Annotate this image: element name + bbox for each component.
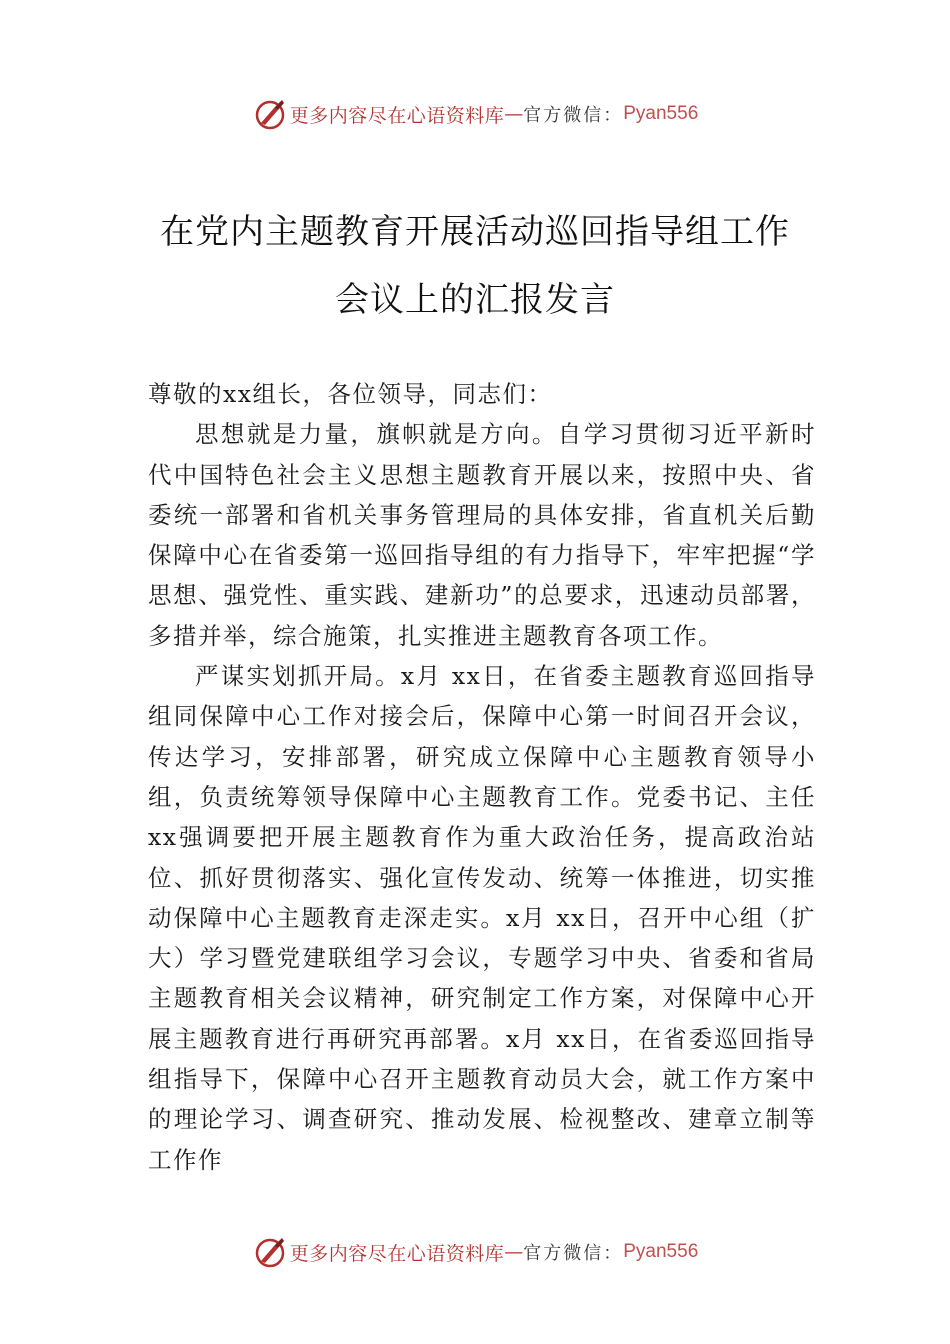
banner-wechat-id: Pyan556 xyxy=(623,1241,699,1262)
paragraph-2: 严谋实划抓开局。x月 xx日，在省委主题教育巡回指导组同保障中心工作对接会后，保障中心第一时间召开会议，传达学习，安排部署，研究成立保障中心主题教育领导小组，负责统筹领导保障中心主题教育工作。党委书记、主任 xx强调要把开展主题教育作为重大政治任务，提高政治站位、抓好贯彻落实、强化宣传发动、统筹一体推进，切实推动保障中心主题教育走深走实。x月 xx日，召开中心组（扩大）学习暨党建联组学习会议，专题学习中央、省委和省局主题教育相关会议精神，研究制定工作方案，对保障中心开展主题教育进行再研究再部署。x月 xx日，在省委巡回指导组指导下，保障中心召开主题教育动员大会，就工作方案中的理论学习、调查研究、推动发展、检视整改、建章立制等工作作 xyxy=(148,662,816,1174)
pen-logo-icon xyxy=(252,1234,288,1270)
banner-separator: — xyxy=(504,1241,524,1263)
banner-separator: — xyxy=(504,103,524,125)
banner-label: 官方微信： xyxy=(523,1243,624,1264)
paragraph-1: 思想就是力量，旗帜就是方向。自学习贯彻习近平新时代中国特色社会主义思想主题教育开展以来，按照中央、省委统一部署和省机关事务管理局的具体安排，省直机关后勤保障中心在省委第一巡回指导组的有力指导下，牢牢把握“学思想、强党性、重实践、建新功”的总要求，迅速动员部署，多措并举，综合施策，扎实推进主题教育各项工作。 xyxy=(148,420,816,650)
banner-wechat-id: Pyan556 xyxy=(623,103,699,124)
footer-banner xyxy=(0,1232,950,1272)
banner-text: 更多内容尽在心语资料库 xyxy=(289,1242,505,1265)
pen-logo-icon xyxy=(252,96,288,132)
header-banner xyxy=(0,94,950,134)
document-title-line-2: 会议上的汇报发言 xyxy=(335,280,615,320)
document-body xyxy=(148,374,816,1180)
banner-text: 更多内容尽在心语资料库 xyxy=(289,104,505,127)
document-title-line-1: 在党内主题教育开展活动巡回指导组工作 xyxy=(160,212,790,252)
banner-label: 官方微信： xyxy=(523,105,624,126)
salutation: 尊敬的xx组长，各位领导，同志们： xyxy=(148,380,553,408)
